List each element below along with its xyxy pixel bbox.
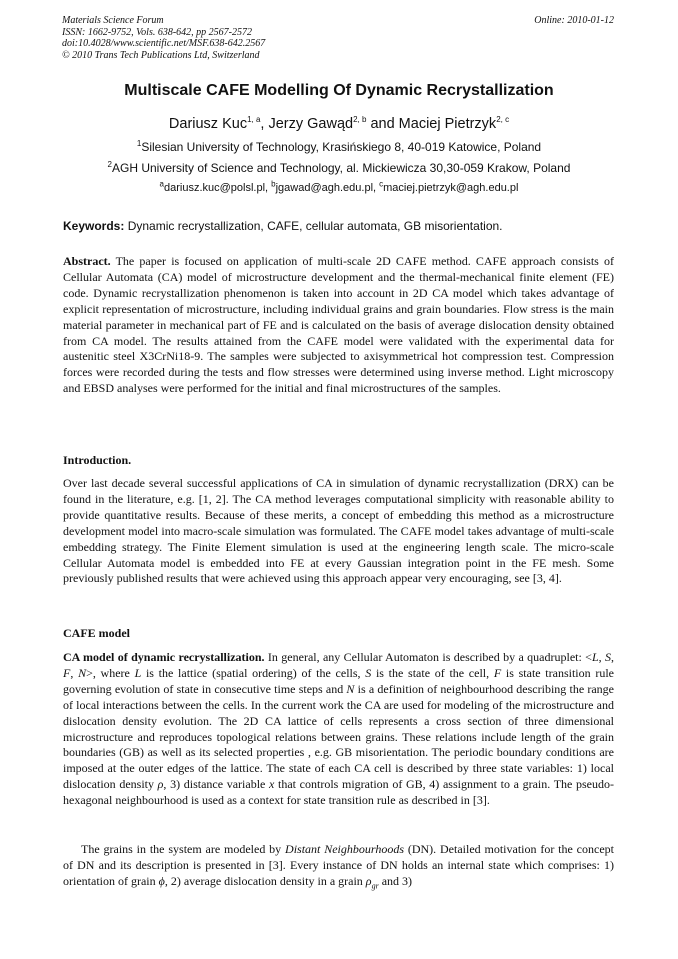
abstract [63,254,614,397]
grains-text: , 2) average dislocation density in a grain [164,873,366,888]
paper-title: Multiscale CAFE Modelling Of Dynamic Recrystallization [124,82,554,99]
issn-line: ISSN: 1662-9752, Vols. 638-642, pp 2567-2572 [62,26,252,38]
author-line [0,116,678,132]
abstract-label: Abstract. [63,254,111,268]
keywords-text: Dynamic recrystallization, CAFE, cellular automata, GB misorientation. [124,219,503,233]
var-rho-gr: ρ [365,873,372,888]
abstract-text: The paper is focused on application of multi-scale 2D CAFE method. CAFE approach consists of Cellular Automata (CA) model of microstructure development and the thermal-mechanical finite element (FE) code. Dynamic recrystallization phenomenon is taken into account in 2D CA model which takes advantage of explicit representation of microstructure, including individual grains and grain boundaries. Flow stress is the main material parameter in mechanical part of FE and is calculated on the basis of average dislocation density obtained from CA model. The results attained from the CAFE model were validated with the experimental data for austenitic steel X3CrNi18-9. The samples were subjected to axisymmetrical hot compression test. Compression forces were recorded during the tests and flow stresses were determined using inverse method. Light microscopy and EBSD analyses were performed for the initial and final microstructures of the samples. [63,254,614,396]
ca-text: is the lattice (spatial ordering) of the cells, [141,665,366,680]
var-l: L [591,650,599,664]
grains-text: and 3) [378,873,413,888]
doi-line: doi:10.4028/www.scientific.net/MSF.638-642.2567 [62,38,266,49]
var-f: F [63,665,71,680]
email-3[interactable]: maciej.pietrzyk@agh.edu.pl [383,182,519,194]
online-date: Online: 2010-01-12 [534,15,614,26]
var-rho: ρ [157,777,164,792]
email-3-sup: c [379,179,384,189]
keywords [63,219,503,233]
introduction-heading: Introduction. [63,453,132,467]
author-3: and Maciej Pietrzyk [366,116,497,132]
author-2-sup: 2, b [353,115,367,125]
grains-text: (DN). Detailed motivation for the concept of DN and its description is presented in [3]. Every instance of DN holds an internal state which comprises: 1) orientation of grain [63,842,614,888]
email-1[interactable]: dariusz.kuc@polsl.pl, [164,182,272,194]
copyright-line: © 2010 Trans Tech Publications Ltd, Switzerland [62,49,260,61]
journal-name: Materials Science Forum [62,15,164,26]
ca-text: In general, any Cellular Automaton is described by a quadruplet: < [264,650,592,664]
ca-text: >, where [86,665,135,680]
affiliation-2-text: AGH University of Science and Technology, al. Mickiewicza 30,30-059 Krakow, Poland [111,161,571,175]
var-n: N [346,681,355,696]
ca-text: is state transition rule governing evolution of state in consecutive time steps and [63,665,615,696]
var-rho-gr-subscript: gr [371,881,379,891]
ca-subheading: CA model of dynamic recrystallization. [63,650,265,664]
journal-header [62,15,265,61]
var-x: x [269,777,275,792]
var-n: N [78,665,87,680]
keywords-label: Keywords: [63,219,125,233]
email-2[interactable]: jgawad@agh.edu.pl, [275,182,380,194]
ca-text: , [611,650,615,664]
ca-text: , [598,650,606,664]
author-2: , Jerzy Gawąd [260,116,354,132]
cafe-model-heading: CAFE model [63,626,130,640]
ca-model-paragraph [63,650,614,809]
var-f: F [493,665,502,680]
affiliation-1-sup: 1 [136,139,142,148]
introduction-paragraph: Over last decade several successful applications of CA in simulation of dynamic recrystallization (DRX) can be found in the literature, e.g. [1, 2]. The CA method leverages computational simplicity with reasonable ability to provide quantitative results. Because of these merits, a concept of embedding this method as a microstructure development model into macro-scale simulation was formulated. The CAFE model takes advantage of multi-scale embedding strategy. The Finite Element simulation is used at the engineering length scale. The micro-scale Cellular Automata model is embedded into FE at every Gaussian integration point in the FE mesh. Some previously published results that were achieved using this approach appear very encouraging, see [3, 4]. [63,476,614,586]
distant-neighbourhoods-term: Distant Neighbourhoods [285,842,404,856]
ca-text: , 3) distance variable [163,777,270,792]
email-2-sup: b [271,179,276,189]
var-phi: ϕ [158,873,165,888]
email-line [0,179,678,194]
author-3-sup: 2, c [496,115,510,125]
ca-text: , [70,665,79,680]
ca-text: that controls migration of GB, 4) assignment to a grain. The pseudo-hexagonal neighbourhood is used as a context for state transition rule as described in [3]. [63,777,615,808]
grains-paragraph [63,842,614,894]
var-s: S [605,650,612,664]
ca-text: is the state of the cell, [371,665,494,680]
ca-text: is a definition of neighbourhood describing the range of local interactions between the cells. In the current work the CA are used for modeling of the microstructure and dislocation density evolution. The 2D CA lattice of cells represents a cross section of three dimensional microstructure and reproduces topological relations between grains. These relations include length of the grain boundaries (GB) as well as its selected properties , e.g. GB misorientation. The periodic boundary conditions are imposed at the outer edges of the lattice. The state of each CA cell is described by three state variables: 1) local dislocation density [63,681,614,792]
affiliation-2-sup: 2 [107,160,112,169]
email-1-sup: a [159,179,164,189]
var-s: S [365,665,372,680]
affiliation-2 [0,161,678,175]
affiliation-1-text: Silesian University of Technology, Krasińskiego 8, 40-019 Katowice, Poland [141,140,542,154]
affiliation-1 [0,140,678,154]
grains-text: The grains in the system are modeled by [81,842,286,856]
var-l: L [134,665,142,680]
author-1: Dariusz Kuc [168,116,248,132]
author-1-sup: 1, a [247,115,261,125]
